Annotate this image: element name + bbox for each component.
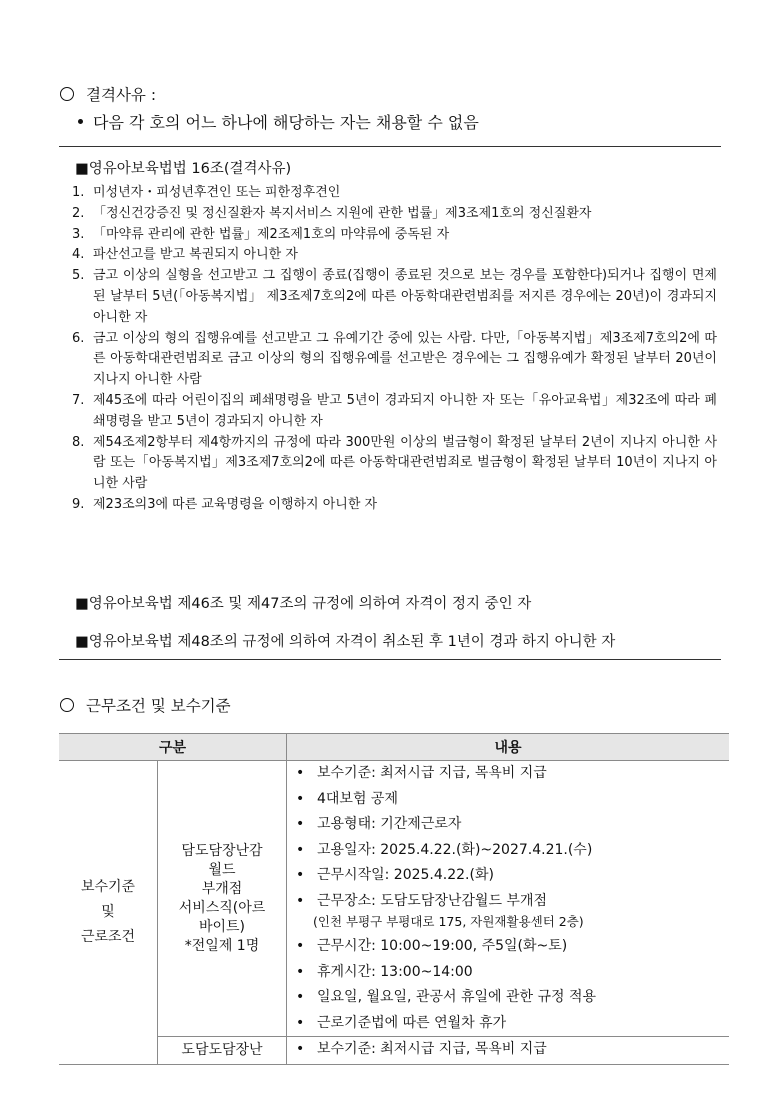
store1-items (287, 761, 729, 1036)
list-item (72, 225, 717, 246)
list-item (72, 495, 717, 516)
item-text: 제54조제2항부터 제4항까지의 규정에 따라 300만원 이상의 벌금형이 확정된 날부터 2년이 지나지 아니한 사람 또는「아동복지법」제3조제7호의2에 따른 아동학대관련범죄로 벌금형이 확정된 날부터 10년이 지나지 아니한 사람 (93, 434, 717, 492)
list-item: • 근무장소: 도담도담장난감월드 부개점 (293, 889, 729, 915)
law-heading: ■영유아보육법법 16조(결격사유) (75, 161, 292, 177)
circle-marker-icon (60, 87, 74, 101)
item-number: 3. (72, 226, 85, 242)
address-note: (인천 부평구 부평대로 175, 자원재활용센터 2층) (313, 914, 584, 929)
item-text: 「마약류 관리에 관한 법률」제2조제1호의 마약류에 중독된 자 (93, 226, 450, 242)
item-text: 금고 이상의 형의 집행유예를 선고받고 그 유예기간 중에 있는 사람. 다만,「아동복지법」제3조제7호의2에 따른 아동학대관련범죄로 금고 이상의 형의 집행유예를 선고받은 경우에는 그 집행유예가 확정된 날부터 20년이 지나지 아니한 사람 (93, 330, 717, 388)
table-row (59, 1037, 729, 1065)
item-number: 7. (72, 392, 85, 408)
revocation-clause: ■영유아보육법 제48조의 규정에 의하여 자격이 취소된 후 1년이 경과 하지 아니한 자 (75, 634, 616, 650)
item-number: 2. (72, 205, 85, 221)
disqualification-summary (78, 110, 479, 133)
list-item: • 휴게시간: 13:00~14:00 (293, 960, 729, 986)
store2-label: 도담도담장난 (158, 1037, 287, 1065)
list-item: • 일요일, 월요일, 관공서 휴일에 관한 규정 적용 (293, 985, 729, 1011)
item-number: 8. (72, 434, 85, 450)
item-text: 제45조에 따라 어린이집의 폐쇄명령을 받고 5년이 경과되지 아니한 자 또는「유아교육법」제32조에 따라 폐쇄명령을 받고 5년이 경과되지 아니한 자 (93, 392, 717, 429)
suspension-clause: ■영유아보육법 제46조 및 제47조의 규정에 의하여 자격이 정지 중인 자 (75, 596, 532, 612)
list-item (72, 433, 717, 495)
item-number: 1. (72, 185, 85, 200)
section-work-conditions-title (60, 694, 231, 716)
item-text: 제23조의3에 따른 교육명령을 이행하지 아니한 자 (93, 496, 378, 512)
circle-marker-icon (60, 698, 74, 712)
list-item: • 근무시간: 10:00~19:00, 주5일(화~토) (293, 934, 729, 960)
item-text: 파산선고를 받고 복권되지 아니한 자 (93, 247, 298, 263)
store1-content (287, 761, 730, 1037)
section-title-text: 결격사유 : (86, 86, 157, 104)
list-item: • 보수기준: 최저시급 지급, 목욕비 지급 (293, 761, 729, 787)
header-content: 내용 (287, 734, 730, 761)
list-item (72, 329, 717, 391)
store2-content (287, 1037, 730, 1065)
store1-label: 담도담장난감 월드 부개점 서비스직(아르 바이트) *전일제 1명 (158, 761, 287, 1037)
list-item (72, 266, 717, 328)
list-item (72, 391, 717, 433)
list-item (72, 183, 717, 204)
row-label: 보수기준 및 근로조건 (59, 761, 158, 1065)
box-bottom-divider (59, 659, 721, 660)
list-item (72, 245, 717, 266)
list-item: • 근로기준법에 따른 연월차 휴가 (293, 1011, 729, 1037)
item-text: 「정신건강증진 및 정신질환자 복지서비스 지원에 관한 법률」제3조제1호의 정신질환자 (93, 205, 592, 221)
list-item: • 4대보험 공제 (293, 787, 729, 813)
list-item: • 보수기준: 최저시급 지급, 목욕비 지급 (293, 1037, 729, 1063)
list-item: • 고용일자: 2025.4.22.(화)~2027.4.21.(수) (293, 838, 729, 864)
store2-items (287, 1037, 729, 1063)
item-text: 금고 이상의 실형을 선고받고 그 집행이 종료(집행이 종료된 것으로 보는 경우를 포함한다)되거나 집행이 면제된 날부터 5년(「아동복지법」 제3조제7호의2에 따른 아동학대관련범죄를 저지른 경우에는 20년)이 경과되지 아니한 자 (93, 268, 717, 325)
header-category: 구분 (59, 734, 287, 761)
item-number: 9. (72, 496, 85, 512)
item-number: 6. (72, 330, 85, 346)
item-number: 4. (72, 247, 85, 263)
list-item: • 근무시작일: 2025.4.22.(화) (293, 863, 729, 889)
bullet-icon (78, 119, 83, 124)
section-title-text: 근무조건 및 보수기준 (86, 697, 231, 715)
table-row (59, 761, 729, 1037)
summary-text: 다음 각 호의 어느 하나에 해당하는 자는 채용할 수 없음 (93, 113, 479, 132)
work-conditions-table (59, 733, 729, 1065)
table-header-row (59, 734, 729, 761)
box-top-divider (59, 146, 721, 147)
list-item (72, 204, 717, 225)
item-text: 미성년자・피성년후견인 또는 피한정후견인 (93, 185, 341, 200)
section-disqualification-title (60, 83, 156, 105)
list-item: • 고용형태: 기간제근로자 (293, 812, 729, 838)
disqualification-list (72, 183, 717, 516)
item-number: 5. (72, 268, 85, 284)
